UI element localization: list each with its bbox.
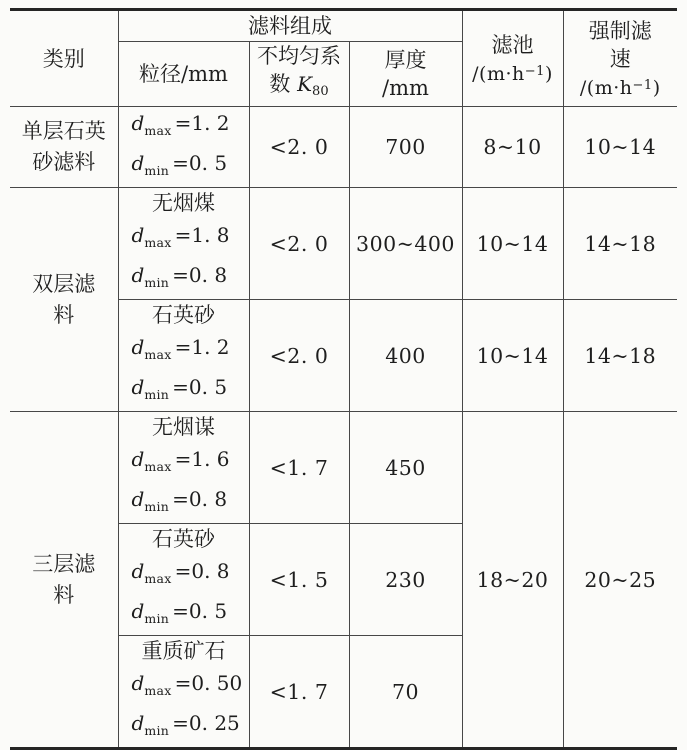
forced-rate-title-line1: 强制滤 [588, 18, 652, 43]
dmin-formula: $d_{min} =0$. 8 [131, 487, 228, 514]
uniformity-double-anthracite: <2. 0 [249, 188, 349, 300]
k80-symbol: K [297, 72, 313, 96]
pool-rate-triple: 18~20 [462, 412, 563, 749]
header-composition-label: 滤料组成 [248, 14, 332, 38]
particle-size-triple-quartz [118, 524, 249, 636]
forced-rate-single: 10~14 [563, 107, 677, 188]
header-composition-group [118, 10, 462, 42]
uniformity-triple-anthracite: <1. 7 [249, 412, 349, 524]
thickness-triple-anthracite: 450 [349, 412, 462, 524]
category-double-layer: 双层滤 料 [10, 188, 118, 412]
material-name: 无烟煤 [152, 191, 215, 215]
forced-rate-unit: $/(m\cdot h^{-1})$ [579, 76, 661, 99]
dmax-formula: $d_{max} =1$. 6 [131, 447, 230, 474]
dmin-formula: $d_{min} =0$. 8 [131, 263, 228, 290]
header-forced-rate [563, 10, 677, 107]
uniformity-triple-heavy-ore: <1. 7 [249, 636, 349, 749]
particle-size-triple-anthracite [118, 412, 249, 524]
thickness-double-anthracite: 300~400 [349, 188, 462, 300]
dmin-formula: $d_{min} =0$. 5 [131, 151, 228, 178]
dmax-formula: $d_{max} =1$. 2 [131, 111, 230, 138]
pool-rate-double-quartz: 10~14 [462, 300, 563, 412]
header-category [10, 10, 118, 107]
dmin-formula: $d_{min} =0$. 25 [131, 711, 240, 738]
dmax-formula: $d_{max} =0$. 8 [131, 559, 230, 586]
dmin-formula: $d_{min} =0$. 5 [131, 375, 228, 402]
header-thickness [349, 42, 462, 107]
particle-size-double-quartz [118, 300, 249, 412]
thickness-label-line1: 厚度 [384, 48, 427, 72]
filter-pool-title: 滤池 [491, 32, 534, 57]
uniformity-double-quartz: <2. 0 [249, 300, 349, 412]
forced-rate-title-line2: 速 [609, 46, 631, 71]
forced-rate-double-anthracite: 14~18 [563, 188, 677, 300]
particle-size-double-anthracite [118, 188, 249, 300]
particle-size-single [118, 107, 249, 188]
pool-rate-single: 8~10 [462, 107, 563, 188]
material-name: 无烟谋 [152, 415, 215, 439]
thickness-single: 700 [349, 107, 462, 188]
thickness-double-quartz: 400 [349, 300, 462, 412]
uniformity-triple-quartz: <1. 5 [249, 524, 349, 636]
dmax-formula: $d_{max} =1$. 2 [131, 335, 230, 362]
material-name: 石英砂 [152, 303, 215, 327]
pool-rate-double-anthracite: 10~14 [462, 188, 563, 300]
material-name: 重质矿石 [141, 639, 226, 663]
dmax-formula: $d_{max} =0$. 50 [131, 671, 243, 698]
k80-subscript: 80 [312, 84, 329, 99]
particle-size-triple-heavy-ore [118, 636, 249, 749]
thickness-triple-quartz: 230 [349, 524, 462, 636]
dmin-formula: $d_{min} =0$. 5 [131, 599, 228, 626]
header-uniformity [249, 42, 349, 107]
particle-size-label: 粒径/mm [139, 62, 228, 86]
category-single-layer: 单层石英 砂滤料 [10, 107, 118, 188]
superscript-minus-one: −1 [632, 77, 653, 93]
uniformity-label-line1: 不均匀系 [257, 44, 341, 68]
header-category-label: 类别 [42, 46, 85, 71]
filter-pool-unit: $/(m\cdot h^{-1})$ [472, 62, 553, 85]
uniformity-single: <2. 0 [249, 107, 349, 188]
uniformity-label-line2: 数 $K_{80}$ [269, 72, 329, 99]
dmax-formula: $d_{max} =1$. 8 [131, 223, 230, 250]
thickness-label-line2: /mm [382, 76, 429, 100]
superscript-minus-one: −1 [524, 63, 545, 79]
filter-media-table [10, 8, 677, 750]
category-triple-layer: 三层滤 料 [10, 412, 118, 749]
header-filter-pool [462, 10, 563, 107]
forced-rate-double-quartz: 14~18 [563, 300, 677, 412]
thickness-triple-heavy-ore: 70 [349, 636, 462, 749]
header-particle-size [118, 42, 249, 107]
material-name: 石英砂 [152, 527, 215, 551]
forced-rate-triple: 20~25 [563, 412, 677, 749]
